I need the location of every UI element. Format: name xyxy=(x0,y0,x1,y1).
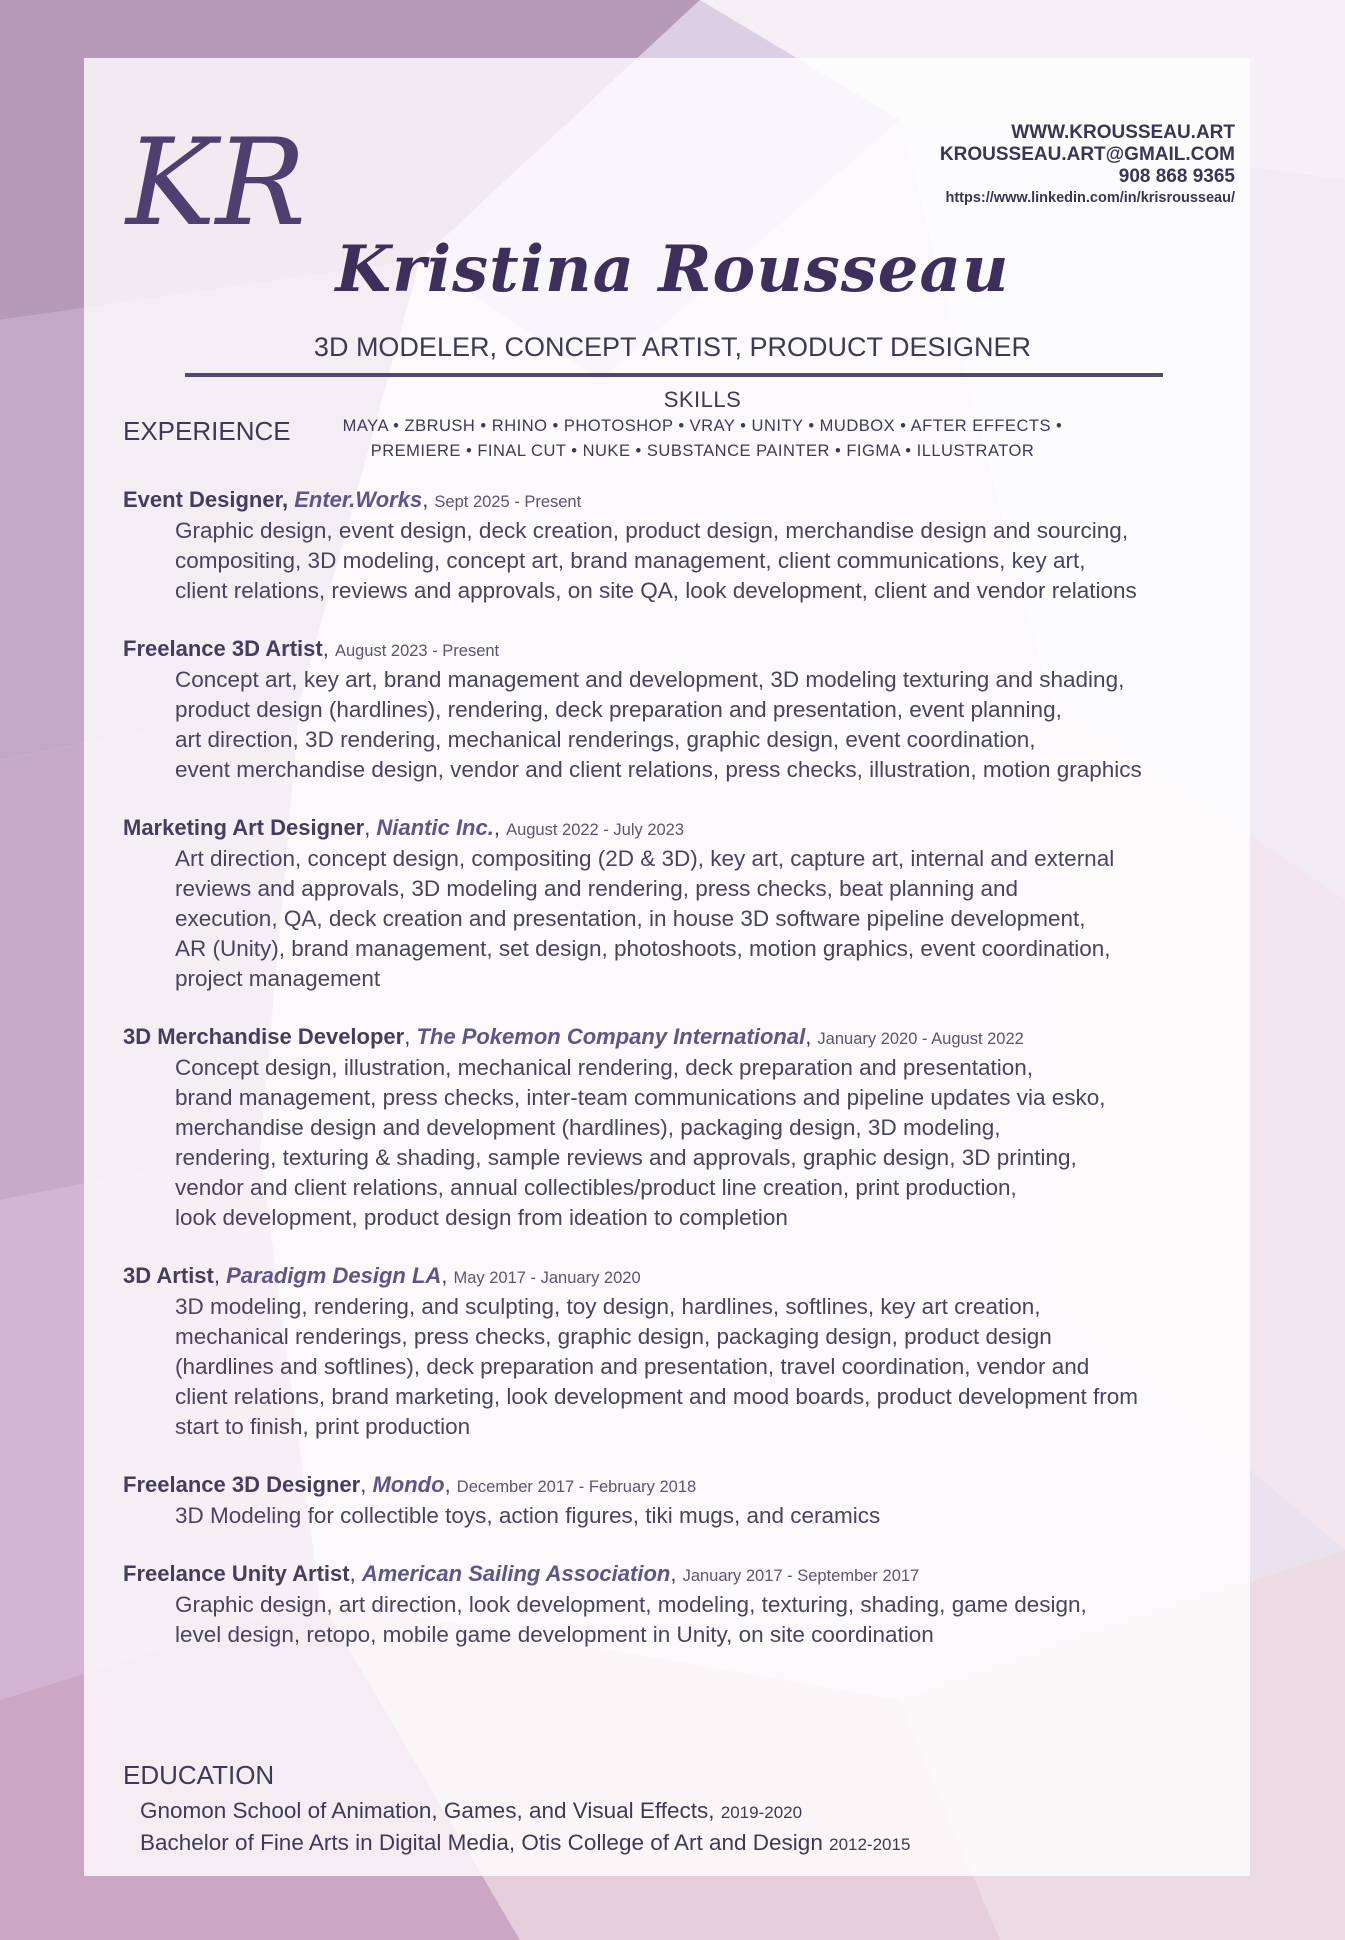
experience-list xyxy=(123,486,1233,1679)
job-description: Graphic design, art direction, look development, modeling, texturing, shading, game design, level design, retopo, mobile game development in Unity, on site coordination xyxy=(175,1592,1087,1647)
job-dates: August 2023 - Present xyxy=(334,642,500,660)
skills-line: PREMIERE • FINAL CUT • NUKE • SUBSTANCE PAINTER • FIGMA • ILLUSTRATOR xyxy=(370,441,1035,460)
education-list xyxy=(140,1796,910,1860)
job-entry: 3D Merchandise Developer, The Pokemon Company International, January 2020 - August 2022 Concept design, illustration, mechanical rendering, deck preparation and presentation, brand management, press checks, inter-team communications and pipeline updates via esko, merchandise design and development (hardlines), packaging design, 3D modeling, rendering, texturing & shading, sample reviews and approvals, graphic design, 3D printing, vendor and client relations, annual collectibles/product line creation, print production, look development, product design from ideation to completion xyxy=(123,1023,1233,1233)
job-company: Enter.Works xyxy=(294,487,423,512)
job-role: Marketing Art Designer xyxy=(123,815,365,840)
job-dates: May 2017 - January 2020 xyxy=(453,1269,641,1287)
job-description: 3D modeling, rendering, and sculpting, toy design, hardlines, softlines, key art creation, mechanical renderings, press checks, graphic design, packaging design, product design (hardlines and softlines), deck preparation and presentation, travel coordination, vendor and client relations, brand marketing, look development and mood boards, product development from start to finish, print production xyxy=(175,1294,1139,1439)
skills-list xyxy=(300,414,1105,464)
job-entry: Freelance 3D Artist, August 2023 - Present Concept art, key art, brand management and development, 3D modeling texturing and shading, product design (hardlines), rendering, deck preparation and presentation, event planning, art direction, 3D rendering, mechanical renderings, graphic design, event coordination, event merchandise design, vendor and client relations, press checks, illustration, motion graphics xyxy=(123,635,1233,785)
job-entry: Event Designer, Enter.Works, Sept 2025 - Present Graphic design, event design, deck creation, product design, merchandise design and sourcing, compositing, 3D modeling, concept art, brand management, client communications, key art, client relations, reviews and approvals, on site QA, look development, client and vendor relations xyxy=(123,486,1233,606)
education-heading: EDUCATION xyxy=(123,1760,275,1790)
skills-heading: SKILLS xyxy=(663,387,742,412)
job-entry: Freelance Unity Artist, American Sailing Association, January 2017 - September 2017 Graphic design, art direction, look development, modeling, texturing, shading, game design, level design, retopo, mobile game development in Unity, on site coordination xyxy=(123,1560,1233,1650)
website-link[interactable]: WWW.KROUSSEAU.ART xyxy=(1011,122,1235,143)
job-role: Freelance Unity Artist xyxy=(123,1561,350,1586)
education-item xyxy=(140,1828,910,1860)
job-role: Freelance 3D Designer xyxy=(123,1472,361,1497)
job-dates: January 2017 - September 2017 xyxy=(682,1567,920,1585)
job-dates: January 2020 - August 2022 xyxy=(817,1030,1024,1048)
job-company: Mondo xyxy=(372,1472,445,1497)
job-dates: August 2022 - July 2023 xyxy=(506,821,685,839)
job-role: 3D Artist xyxy=(123,1263,214,1288)
kr-monogram-logo xyxy=(122,112,312,242)
job-role: Freelance 3D Artist xyxy=(123,636,323,661)
linkedin-link[interactable]: https://www.linkedin.com/in/krisrousseau/ xyxy=(945,189,1235,206)
job-dates: Sept 2025 - Present xyxy=(434,493,582,511)
skills-line: MAYA • ZBRUSH • RHINO • PHOTOSHOP • VRAY • UNITY • MUDBOX • AFTER EFFECTS • xyxy=(342,417,1063,435)
job-entry: 3D Artist, Paradigm Design LA, May 2017 - January 2020 3D modeling, rendering, and sculpting, toy design, hardlines, softlines, key art creation, mechanical renderings, press checks, graphic design, packaging design, product design (hardlines and softlines), deck preparation and presentation, travel coordination, vendor and client relations, brand marketing, look development and mood boards, product development from start to finish, print production xyxy=(123,1262,1233,1442)
job-entry: Marketing Art Designer, Niantic Inc., August 2022 - July 2023 Art direction, concept design, compositing (2D & 3D), key art, capture art, internal and external reviews and approvals, 3D modeling and rendering, press checks, beat planning and execution, QA, deck creation and presentation, in house 3D software pipeline development, AR (Unity), brand management, set design, photoshoots, motion graphics, event coordination, project management xyxy=(123,814,1233,994)
svg-text:KR: KR xyxy=(126,114,306,242)
job-role: Event Designer, xyxy=(123,487,289,512)
job-company: The Pokemon Company International xyxy=(416,1024,806,1049)
education-school: Bachelor of Fine Arts in Digital Media, Otis College of Art and Design xyxy=(140,1830,823,1855)
phone-number: 908 868 9365 xyxy=(1118,166,1235,188)
education-item xyxy=(140,1796,910,1828)
job-company: Paradigm Design LA xyxy=(226,1263,442,1288)
experience-heading: EXPERIENCE xyxy=(123,416,291,446)
job-description: Graphic design, event design, deck creation, product design, merchandise design and sourcing, compositing, 3D modeling, concept art, brand management, client communications, key art, client relations, reviews and approvals, on site QA, look development, client and vendor relations xyxy=(175,518,1137,603)
candidate-name: Kristina Rousseau xyxy=(335,232,1010,307)
job-dates: December 2017 - February 2018 xyxy=(456,1478,697,1496)
job-description: Concept design, illustration, mechanical rendering, deck preparation and presentation, brand management, press checks, inter-team communications and pipeline updates via esko, merchandise design and development (hardlines), packaging design, 3D modeling, rendering, texturing & shading, sample reviews and approvals, graphic design, 3D printing, vendor and client relations, annual collectibles/product line creation, print production, look development, product design from ideation to completion xyxy=(175,1055,1106,1230)
job-company: Niantic Inc. xyxy=(376,815,494,840)
education-years: 2012-2015 xyxy=(829,1835,911,1854)
job-role: 3D Merchandise Developer xyxy=(123,1024,405,1049)
email-link[interactable]: KROUSSEAU.ART@GMAIL.COM xyxy=(939,144,1235,166)
contact-block xyxy=(940,122,1235,207)
job-company: American Sailing Association xyxy=(361,1561,671,1586)
divider xyxy=(185,373,1163,377)
job-description: Art direction, concept design, compositing (2D & 3D), key art, capture art, internal and external reviews and approvals, 3D modeling and rendering, press checks, beat planning and execution, QA, deck creation and presentation, in house 3D software pipeline development, AR (Unity), brand management, set design, photoshoots, motion graphics, event coordination, project management xyxy=(175,846,1115,991)
education-years: 2019-2020 xyxy=(720,1803,803,1822)
job-description: 3D Modeling for collectible toys, action figures, tiki mugs, and ceramics xyxy=(175,1503,881,1528)
education-school: Gnomon School of Animation, Games, and Visual Effects, xyxy=(140,1798,715,1823)
job-entry: Freelance 3D Designer, Mondo, December 2017 - February 2018 3D Modeling for collectible toys, action figures, tiki mugs, and ceramics xyxy=(123,1471,1233,1531)
candidate-title: 3D MODELER, CONCEPT ARTIST, PRODUCT DESIGNER xyxy=(313,332,1032,362)
job-description: Concept art, key art, brand management and development, 3D modeling texturing and shading, product design (hardlines), rendering, deck preparation and presentation, event planning, art direction, 3D rendering, mechanical renderings, graphic design, event coordination, event merchandise design, vendor and client relations, press checks, illustration, motion graphics xyxy=(175,667,1142,782)
